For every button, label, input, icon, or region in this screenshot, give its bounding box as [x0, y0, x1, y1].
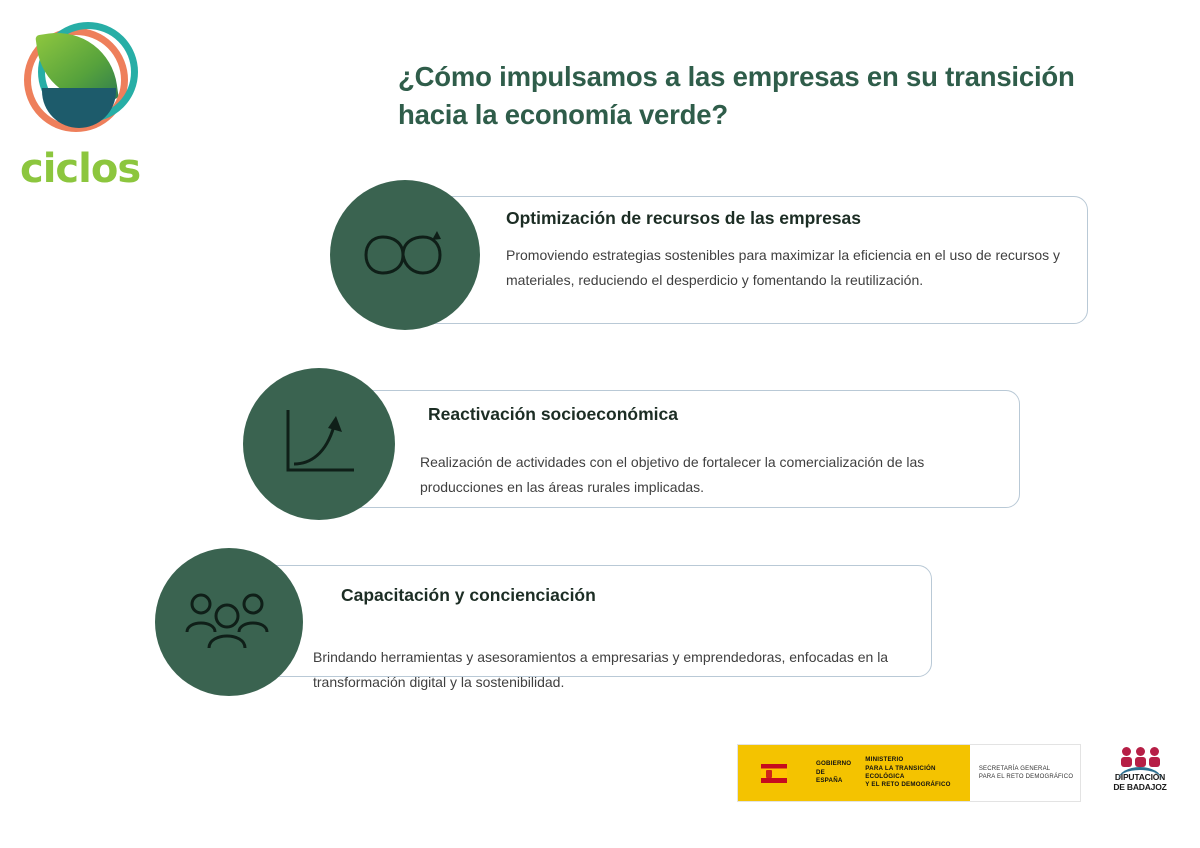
infinity-loop-icon — [330, 180, 480, 330]
spain-flag-icon — [738, 745, 810, 801]
secretaria-line1: SECRETARÍA GENERAL — [978, 765, 1051, 772]
ministerio-line1: MINISTERIO — [865, 756, 904, 764]
ministerio-line2: PARA LA TRANSICIÓN ECOLÓGICA — [865, 764, 936, 780]
brand-wordmark: ciclos — [20, 146, 141, 192]
diputacion-figures-icon — [1100, 747, 1180, 773]
page-title: ¿Cómo impulsamos a las empresas en su transición hacia la economía verde? — [398, 61, 1075, 130]
card-body: Realización de actividades con el objetivo de fortalecer la comercialización de las producciones en las áreas rurales implicadas. — [420, 454, 925, 495]
card-body: Promoviendo estrategias sostenibles para maximizar la eficiencia en el uso de recursos y materiales, reduciendo el desperdicio y fomentando la reutilización. — [506, 247, 1061, 288]
diputacion-line2: DE BADAJOZ — [1113, 781, 1167, 792]
people-group-icon — [155, 548, 303, 696]
brand-logo — [18, 18, 148, 198]
footer-logos — [738, 745, 1178, 815]
card-heading: Capacitación y concienciación — [341, 585, 596, 605]
secretaria-line2: PARA EL RETO DEMOGRÁFICO — [978, 774, 1074, 780]
leaf-circles-logo-icon — [18, 18, 140, 144]
growth-chart-icon — [243, 368, 395, 520]
card-heading: Optimización de recursos de las empresas — [506, 208, 862, 228]
gobierno-de-espana-logo — [738, 745, 1080, 801]
gobierno-line1: GOBIERNO — [816, 760, 852, 768]
diputacion-line1: DIPUTACIÓN — [1114, 772, 1166, 782]
ministerio-line3: Y EL RETO DEMOGRÁFICO — [865, 781, 951, 789]
gobierno-ministerio-text — [810, 745, 970, 801]
gobierno-line2: DE ESPAÑA — [816, 768, 843, 785]
card-heading: Reactivación socioeconómica — [428, 404, 678, 424]
secretaria-general-text — [970, 745, 1080, 801]
diputacion-de-badajoz-logo — [1100, 747, 1180, 803]
card-body: Brindando herramientas y asesoramientos a empresarias y emprendedoras, enfocadas en la transformación digital y la sostenibilidad. — [313, 649, 889, 690]
